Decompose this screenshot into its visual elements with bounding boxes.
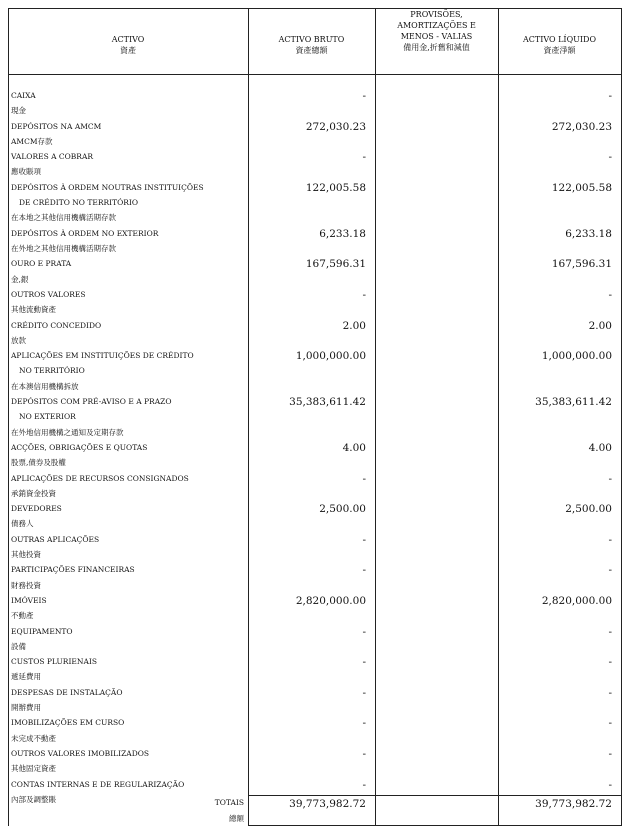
row-label xyxy=(11,685,122,716)
row-activo-liquido: 167,596.31 xyxy=(551,258,612,271)
totals-liquido: 39,773,982.72 xyxy=(535,798,612,810)
row-activo-liquido: - xyxy=(608,778,612,791)
row-activo-bruto: - xyxy=(362,686,366,699)
row-label-line: DESPESAS DE INSTALAÇÃO xyxy=(11,687,123,697)
totals-divider xyxy=(248,795,622,796)
row-label-line: DEVEDORES xyxy=(11,504,62,514)
row-label xyxy=(11,149,93,180)
row-activo-liquido: - xyxy=(608,625,612,638)
row-activo-bruto: 35,383,611.42 xyxy=(289,396,366,408)
row-label-line: 其他投資 xyxy=(11,549,41,559)
row-label-line: 股票,債券及股權 xyxy=(11,458,66,468)
row-label-line: 不動產 xyxy=(11,611,34,621)
row-label-line: 在外地信用機構之通知及定期存款 xyxy=(11,427,124,437)
row-label xyxy=(11,256,71,287)
row-activo-bruto: - xyxy=(362,778,366,791)
row-activo-bruto: - xyxy=(362,656,366,669)
row-label-line: IMOBILIZAÇÕES EM CURSO xyxy=(11,718,125,728)
header-provisoes-line: PROVISÕES, xyxy=(410,10,463,19)
row-label-line: IMÓVEIS xyxy=(11,595,47,605)
row-activo-liquido: - xyxy=(608,686,612,699)
row-label-line: 債務人 xyxy=(11,519,34,529)
row-label-line: AMCM存款 xyxy=(11,136,53,146)
header-provisoes-line: 備用金,折舊和減值 xyxy=(403,43,470,52)
header-liquido-line: 資產淨額 xyxy=(543,46,576,55)
row-label-line: 內部及調整賬 xyxy=(11,794,56,804)
row-label xyxy=(11,287,86,318)
header-activo-liquido xyxy=(498,8,621,82)
table-border-right xyxy=(621,8,622,826)
row-label-line: NO TERRITÓRIO xyxy=(19,366,85,376)
row-label-line: DEPÓSITOS À ORDEM NO EXTERIOR xyxy=(11,228,159,238)
row-label xyxy=(11,318,101,349)
row-activo-liquido: 35,383,611.42 xyxy=(535,396,612,408)
row-label-line: 放款 xyxy=(11,335,26,345)
header-activo xyxy=(8,8,248,82)
row-activo-bruto: 2,500.00 xyxy=(319,503,366,516)
row-label-line: DEPÓSITOS NA AMCM xyxy=(11,121,102,131)
row-label xyxy=(11,593,47,624)
row-label-line: DEPÓSITOS À ORDEM NOUTRAS INSTITUIÇÕES xyxy=(11,182,204,192)
row-label-line: VALORES A COBRAR xyxy=(11,152,94,162)
row-label-line: 財務投資 xyxy=(11,580,41,590)
row-label-line: APLICAÇÕES DE RECURSOS CONSIGNADOS xyxy=(11,473,189,483)
header-bruto-line: 資產總額 xyxy=(295,46,328,55)
row-label xyxy=(11,88,36,119)
row-label-line: CRÉDITO CONCEDIDO xyxy=(11,320,102,330)
row-activo-liquido: - xyxy=(608,533,612,546)
row-label-line: DE CRÉDITO NO TERRITÓRIO xyxy=(19,198,138,208)
row-label-line: ACÇÕES, OBRIGAÇÕES E QUOTAS xyxy=(11,442,148,452)
row-label-line: 應收賬項 xyxy=(11,167,41,177)
row-label xyxy=(11,746,149,777)
header-liquido-line: ACTIVO LÍQUIDO xyxy=(522,35,597,44)
totals-label-line: TOTAIS xyxy=(214,798,244,807)
row-activo-liquido: 2,820,000.00 xyxy=(541,594,612,607)
row-label-line: 未完成不動產 xyxy=(11,733,56,743)
row-activo-liquido: - xyxy=(608,151,612,164)
column-divider-2 xyxy=(375,8,376,826)
row-activo-liquido: - xyxy=(608,90,612,102)
header-activo-bruto xyxy=(248,8,375,82)
row-label xyxy=(11,562,135,593)
row-activo-bruto: 2.00 xyxy=(342,319,366,332)
row-label-line: CAIXA xyxy=(11,91,36,100)
row-activo-liquido: 122,005.58 xyxy=(551,181,612,194)
row-label-line: PARTICIPAÇÕES FINANCEIRAS xyxy=(11,565,135,575)
header-provisoes xyxy=(375,8,498,73)
row-label xyxy=(11,532,99,563)
row-activo-bruto: 6,233.18 xyxy=(319,227,366,240)
row-activo-bruto: - xyxy=(362,288,366,301)
row-activo-bruto: - xyxy=(362,717,366,730)
row-label xyxy=(11,777,184,808)
row-label-line: DEPÓSITOS COM PRÉ-AVISO E A PRAZO xyxy=(11,397,172,406)
row-label-line: CONTAS INTERNAS E DE REGULARIZAÇÃO xyxy=(11,779,185,789)
row-label-line: 在本澳信用機構拆放 xyxy=(11,381,79,391)
row-label-line: 承銷資金投資 xyxy=(11,488,56,498)
row-activo-bruto: 122,005.58 xyxy=(305,181,366,194)
row-label xyxy=(11,471,189,502)
row-label-line: NO EXTERIOR xyxy=(19,412,76,422)
row-label-line: OURO E PRATA xyxy=(11,259,72,269)
row-activo-bruto: 272,030.23 xyxy=(305,120,366,133)
row-activo-liquido: - xyxy=(608,564,612,577)
row-activo-bruto: - xyxy=(362,90,366,102)
row-label-line: OUTRAS APLICAÇÕES xyxy=(11,534,100,544)
table-border-bottom xyxy=(248,825,622,826)
row-label-line: EQUIPAMENTO xyxy=(11,626,73,636)
row-activo-liquido: - xyxy=(608,656,612,669)
header-activo-line: ACTIVO xyxy=(111,35,145,44)
row-label-line: OUTROS VALORES xyxy=(11,289,86,299)
row-activo-bruto: - xyxy=(362,564,366,577)
row-activo-bruto: 1,000,000.00 xyxy=(295,350,366,363)
row-activo-bruto: - xyxy=(362,747,366,760)
row-activo-liquido: 272,030.23 xyxy=(551,120,612,133)
row-activo-bruto: 4.00 xyxy=(342,441,366,454)
header-bruto-line: ACTIVO BRUTO xyxy=(278,35,345,44)
row-label xyxy=(11,654,97,685)
row-label-line: 開辦費用 xyxy=(11,702,41,712)
row-label-line: 金,銀 xyxy=(11,274,29,284)
row-activo-liquido: 6,233.18 xyxy=(565,227,612,240)
row-activo-liquido: 2.00 xyxy=(588,319,612,332)
row-label-line: 設備 xyxy=(11,641,26,651)
row-activo-liquido: 4.00 xyxy=(588,441,612,454)
row-label xyxy=(11,180,204,226)
row-activo-liquido: - xyxy=(608,747,612,760)
row-label xyxy=(11,394,171,440)
row-label xyxy=(11,226,158,257)
row-label xyxy=(11,715,124,746)
row-label xyxy=(11,624,73,655)
row-label-line: APLICAÇÕES EM INSTITUIÇÕES DE CRÉDITO xyxy=(11,351,194,361)
row-label-line: 現金 xyxy=(11,106,26,116)
row-label-line: 其他流動資產 xyxy=(11,305,56,315)
row-label-line: 其他固定資產 xyxy=(11,764,56,774)
row-label xyxy=(11,348,194,394)
totals-bruto: 39,773,982.72 xyxy=(289,798,366,810)
row-label xyxy=(11,119,101,150)
table-border-left xyxy=(8,8,9,826)
row-activo-bruto: - xyxy=(362,151,366,164)
row-activo-bruto: - xyxy=(362,533,366,546)
row-activo-bruto: 167,596.31 xyxy=(305,258,366,271)
row-label-line: 遞延費用 xyxy=(11,672,41,682)
row-activo-liquido: 2,500.00 xyxy=(565,503,612,516)
row-activo-liquido: - xyxy=(608,717,612,730)
row-label-line: 在本地之其他信用機構活期存款 xyxy=(11,213,116,223)
row-label xyxy=(11,440,147,471)
row-label xyxy=(11,501,62,532)
row-activo-bruto: - xyxy=(362,625,366,638)
row-label-line: 在外地之其他信用機構活期存款 xyxy=(11,243,116,253)
header-activo-line: 資產 xyxy=(120,46,136,55)
row-activo-liquido: 1,000,000.00 xyxy=(541,350,612,363)
row-activo-bruto: 2,820,000.00 xyxy=(295,594,366,607)
row-activo-liquido: - xyxy=(608,472,612,485)
totals-label-line: 總額 xyxy=(229,814,244,823)
row-label-line: CUSTOS PLURIENAIS xyxy=(11,657,97,667)
totals-label xyxy=(188,798,244,824)
header-provisoes-line: AMORTIZAÇÕES E xyxy=(397,21,476,30)
header-provisoes-line: MENOS - VALIAS xyxy=(400,32,473,41)
row-activo-bruto: - xyxy=(362,472,366,485)
row-activo-liquido: - xyxy=(608,288,612,301)
row-label-line: OUTROS VALORES IMOBILIZADOS xyxy=(11,748,150,758)
balance-sheet-table xyxy=(8,8,622,826)
